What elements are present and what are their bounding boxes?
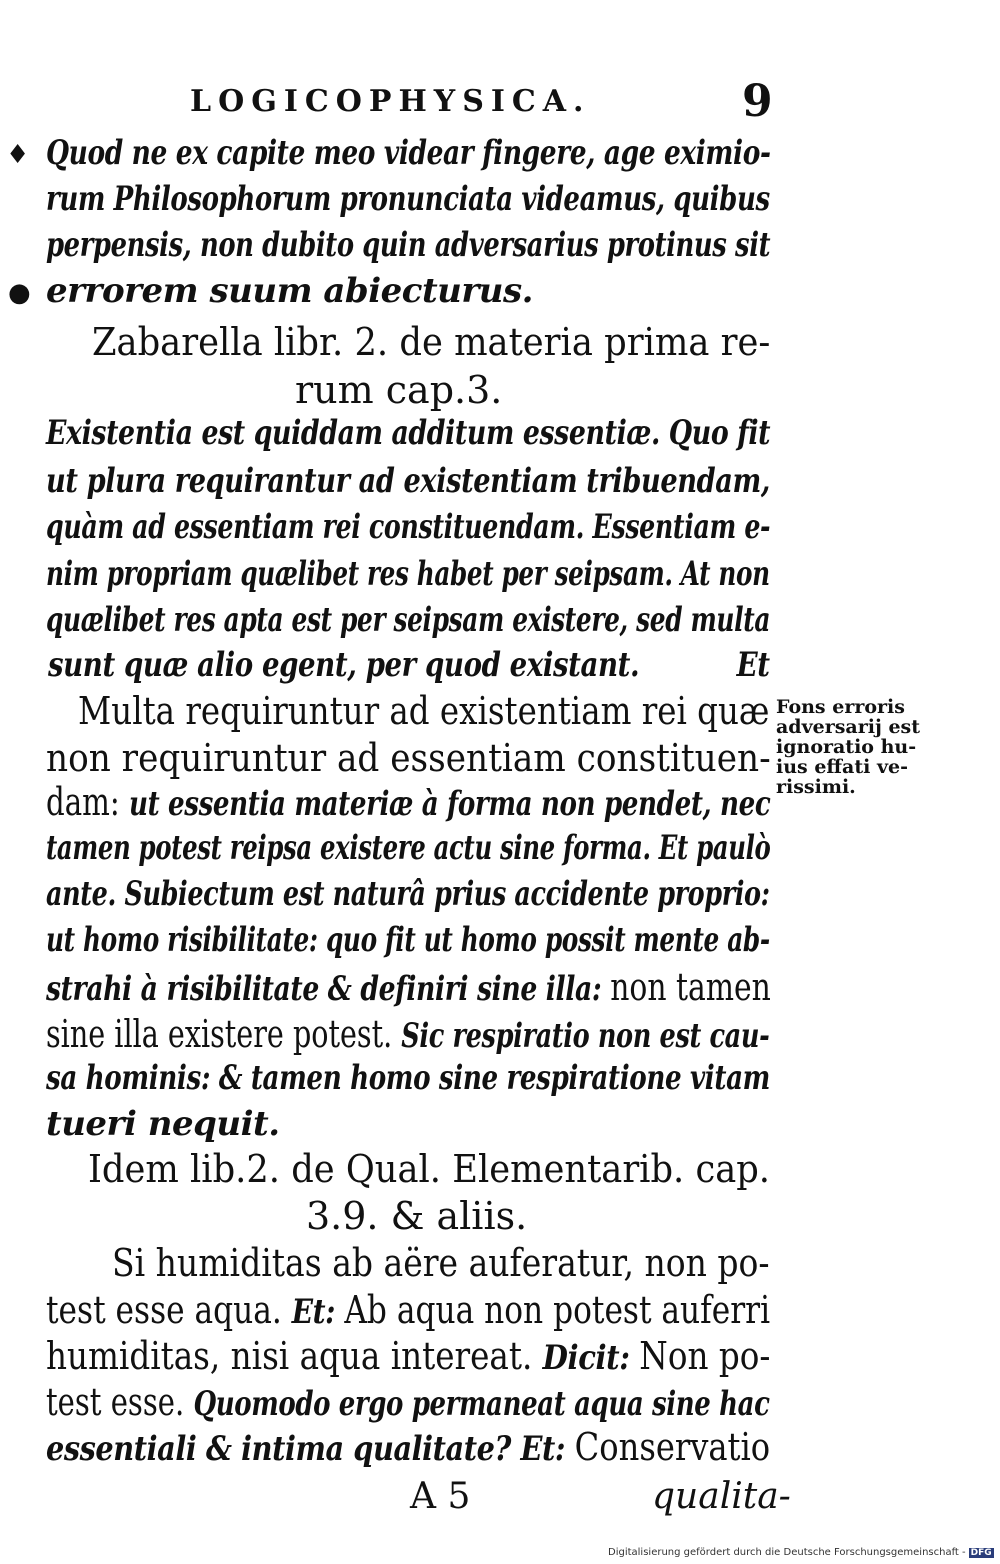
page-number: 9 [742, 76, 773, 127]
text-line [112, 1241, 770, 1285]
marginal-note-line: rissimi. [776, 775, 856, 798]
text-line [46, 507, 771, 547]
digitization-footer [608, 1547, 994, 1558]
text-segment: dam: [46, 780, 129, 824]
text-line [46, 225, 771, 265]
text-segment: Et [736, 645, 770, 685]
text-line [46, 554, 770, 594]
text-segment: test esse aqua. [46, 1288, 292, 1332]
catchword: qualita- [652, 1476, 791, 1517]
text-segment: sa hominis: & tamen homo sine respiratione vitam [46, 1058, 770, 1098]
text-segment: tueri nequit. [46, 1104, 280, 1144]
hand-mark-1: ♦ [6, 140, 30, 170]
text-segment: sine illa existere potest. [46, 1012, 402, 1056]
text-line [48, 645, 770, 685]
dfg-logo: DFG [970, 1548, 992, 1558]
text-segment: rum cap.3. [295, 368, 503, 412]
text-line [46, 461, 770, 501]
text-segment: Dicit: [542, 1338, 640, 1378]
text-line [46, 1104, 280, 1144]
marginal-note-line: ius effati ve- [776, 755, 908, 778]
text-segment: humiditas, nisi aqua intereat. [46, 1334, 543, 1378]
marginal-note-line: adversarij est [776, 715, 921, 738]
text-segment: Et: [291, 1292, 345, 1332]
text-line [88, 1147, 771, 1191]
running-title: LOGICOPHYSICA. [190, 84, 591, 119]
text-segment: ut essentia materiæ à forma non pendet, nec [128, 784, 771, 824]
footer-text: Digitalisierung gefördert durch die Deutsche Forschungsgemeinschaft - [608, 1547, 966, 1558]
text-line [46, 828, 771, 868]
text-segment: Conservatio [574, 1425, 771, 1469]
text-segment: Si humiditas ab aëre auferatur, non po- [112, 1241, 770, 1285]
text-line [46, 600, 771, 640]
text-segment: 3.9. & aliis. [306, 1194, 528, 1238]
text-segment: Sic respiratio non est cau- [401, 1016, 770, 1056]
text-line [46, 1334, 771, 1378]
text-segment: Idem lib.2. de Qual. Elementarib. cap. [88, 1147, 771, 1191]
marginal-note-line: ignoratio hu- [776, 735, 917, 758]
text-line [46, 1380, 770, 1424]
text-line [46, 1058, 770, 1098]
text-line [46, 874, 770, 914]
text-line [78, 689, 770, 733]
marginal-note-line: Fons erroris [776, 696, 905, 718]
text-segment: sunt quæ alio egent, per quod existant. [48, 645, 640, 685]
text-segment: Zabarella libr. 2. de materia prima re- [92, 320, 771, 364]
text-segment: errorem suum abiecturus. [46, 271, 533, 311]
text-line [46, 1288, 771, 1332]
text-segment: Quomodo ergo permaneat aqua sine hac [193, 1384, 770, 1424]
text-segment: Multa requiruntur ad existentiam rei quæ [78, 689, 770, 733]
text-line [46, 413, 771, 453]
text-segment: ut homo risibilitate: quo fit ut homo possit mente ab- [46, 920, 770, 960]
text-segment: Ab aqua non potest auferri [344, 1288, 771, 1332]
text-line [46, 179, 770, 219]
text-segment: tamen potest reipsa existere actu sine forma. Et paulò [46, 828, 771, 868]
text-line [46, 965, 771, 1009]
text-line [46, 133, 771, 173]
text-line [46, 920, 770, 960]
marginal-note [776, 698, 920, 798]
text-segment: quælibet res apta est per seipsam existere, sed multa [46, 600, 771, 640]
text-segment: perpensis, non dubito quin adversarius protinus sit [46, 225, 771, 265]
hand-mark-2: ● [8, 278, 31, 308]
text-segment: nim propriam quælibet res habet per seipsam. At non [46, 554, 770, 594]
text-segment: test esse. [46, 1380, 194, 1424]
text-segment: non tamen [610, 965, 771, 1009]
text-line [46, 736, 771, 780]
text-segment: Existentia est quiddam additum essentiæ. Quo fit [46, 413, 771, 453]
text-line [46, 271, 533, 311]
text-line [92, 320, 771, 364]
text-segment: strahi à risibilitate & definiri sine illa: [46, 969, 611, 1009]
text-line [46, 1425, 771, 1469]
text-segment: non requiruntur ad essentiam constituen- [46, 736, 771, 780]
text-line [46, 780, 771, 824]
text-segment: quàm ad essentiam rei constituendam. Essentiam e- [46, 507, 771, 547]
text-segment: Non po- [639, 1334, 771, 1378]
text-line [46, 1012, 770, 1056]
text-segment: ante. Subiectum est naturâ prius accidente proprio: [46, 874, 770, 914]
text-segment: rum Philosophorum pronunciata videamus, quibus [46, 179, 770, 219]
text-segment: essentiali & intima qualitate? Et: [46, 1429, 575, 1469]
text-line [306, 1194, 528, 1238]
text-segment: Quod ne ex capite meo videar fingere, age eximio- [46, 133, 771, 173]
signature-mark: A 5 [410, 1476, 471, 1517]
text-segment: ut plura requirantur ad existentiam tribuendam, [46, 461, 770, 501]
text-line [295, 368, 503, 412]
